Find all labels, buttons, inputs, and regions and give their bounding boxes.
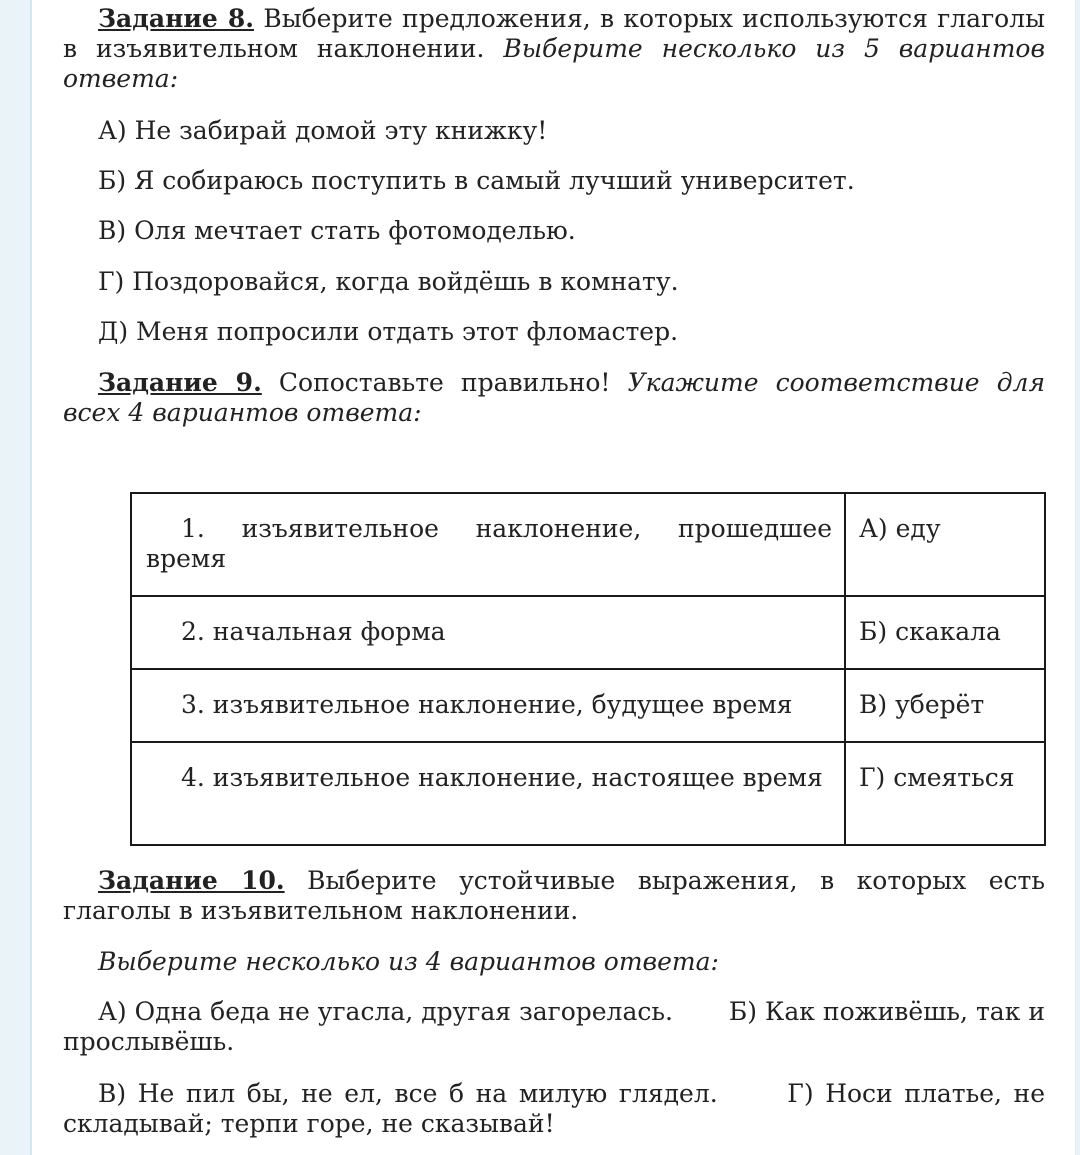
task10-option-b: Б) Как поживёшь, так и прослывёшь.	[63, 997, 1045, 1056]
task8-option-d: Г) Поздоровайся, когда войдёшь в комнату.	[98, 267, 679, 296]
task9-instruction: Укажите соответствие для всех 4 вариантов ответа:	[63, 368, 1046, 427]
task8-paragraph	[63, 4, 1045, 94]
table-cell-right: В) уберёт	[845, 669, 1045, 742]
table-cell-left: 4. изъявительное наклонение, настоящее время	[131, 742, 845, 845]
table-row	[131, 493, 1045, 596]
table-row	[131, 742, 1045, 845]
table-cell-right: А) еду	[845, 493, 1045, 596]
table-cell-right: Б) скакала	[845, 596, 1045, 669]
table-row	[131, 596, 1045, 669]
table-cell-right: Г) смеяться	[845, 742, 1045, 845]
task10-option-a: А) Одна беда не угасла, другая загорелась.	[98, 997, 673, 1026]
task9-text: Сопоставьте правильно!	[261, 368, 628, 397]
task10-paragraph	[63, 866, 1045, 926]
task9-paragraph	[63, 368, 1045, 428]
task8-option-c: В) Оля мечтает стать фотомоделью.	[98, 216, 576, 245]
task8-instruction: Выберите несколько из 5 вариантов ответа:	[63, 34, 1046, 93]
table-row	[131, 669, 1045, 742]
table-cell-left: 1. изъявительное наклонение, прошедшее время	[131, 493, 845, 596]
task10-instruction: Выберите несколько из 4 вариантов ответа:	[98, 947, 719, 976]
task10-option-d: Г) Носи платье, не складывай; терпи горе, не сказывай!	[63, 1079, 1046, 1138]
task8-label: Задание 8.	[98, 4, 255, 33]
task9-label: Задание 9.	[98, 368, 262, 397]
task10-label: Задание 10.	[98, 866, 285, 895]
table-cell-left: 2. начальная форма	[131, 596, 845, 669]
task10-options-ab	[63, 997, 1045, 1057]
document-page	[30, 0, 1076, 1155]
task8-text: Выберите предложения, в которых используются глаголы в изъявительном наклонении.	[63, 4, 1045, 63]
task10-text: Выберите устойчивые выражения, в которых есть глаголы в изъявительном наклонении.	[63, 866, 1045, 925]
task10-options-cd	[63, 1079, 1045, 1139]
task8-option-e: Д) Меня попросили отдать этот фломастер.	[98, 317, 679, 346]
table-cell-left: 3. изъявительное наклонение, будущее время	[131, 669, 845, 742]
task8-option-b: Б) Я собираюсь поступить в самый лучший университет.	[98, 166, 855, 195]
task10-option-c: В) Не пил бы, не ел, все б на милую глядел.	[98, 1079, 718, 1108]
task8-option-a: А) Не забирай домой эту книжку!	[98, 116, 548, 145]
matching-table	[130, 492, 1046, 846]
